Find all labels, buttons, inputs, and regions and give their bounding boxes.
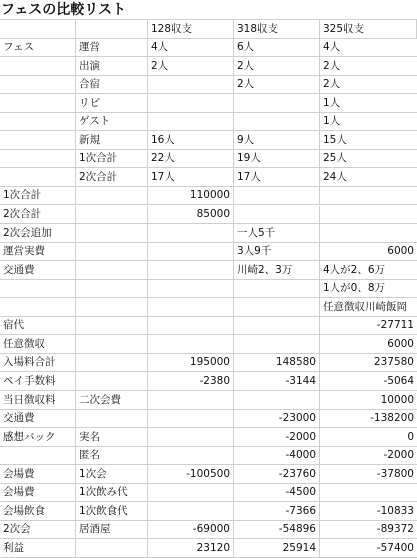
table-row — [0, 428, 417, 447]
table-cell[interactable]: 6人 — [234, 39, 320, 57]
table-row — [0, 76, 417, 95]
table-row — [0, 243, 417, 262]
table-cell[interactable]: 運営実費 — [0, 243, 76, 261]
table-cell[interactable]: -2000 — [234, 428, 320, 446]
table-cell[interactable] — [76, 354, 148, 372]
table-cell[interactable] — [0, 57, 76, 75]
table-cell[interactable] — [76, 280, 148, 298]
table-cell[interactable]: 1人 — [323, 115, 341, 128]
table-row — [0, 335, 417, 354]
table-cell[interactable]: 1次合計 — [76, 150, 148, 168]
table-cell[interactable]: -2000 — [383, 449, 414, 462]
table-cell[interactable] — [0, 447, 76, 465]
table-cell[interactable] — [148, 224, 234, 242]
table-cell[interactable] — [76, 261, 148, 279]
table-cell[interactable]: 17人 — [148, 168, 234, 186]
table-cell[interactable] — [148, 335, 234, 353]
table-cell[interactable]: 会場飲食 — [0, 502, 76, 520]
table-row — [0, 206, 417, 225]
table-row — [0, 39, 417, 58]
table-cell[interactable]: 二次会費 — [76, 391, 148, 409]
table-cell[interactable]: 2次合計 — [0, 206, 76, 224]
table-cell[interactable]: 2次会 — [0, 521, 76, 539]
table-cell[interactable] — [234, 94, 320, 112]
title-row — [0, 0, 417, 20]
table-cell[interactable] — [234, 113, 320, 131]
table-row — [0, 113, 417, 132]
table-cell[interactable] — [148, 243, 234, 261]
table-cell[interactable]: 1次飲み代 — [76, 484, 148, 502]
table-row — [0, 187, 417, 206]
table-row — [0, 94, 417, 113]
table-cell[interactable]: 任意徴収 — [0, 335, 76, 353]
table-cell[interactable] — [148, 484, 234, 502]
table-row — [0, 261, 417, 280]
table-cell[interactable]: 1人 — [323, 96, 341, 109]
table-cell[interactable]: 2人 — [323, 59, 341, 72]
table-cell[interactable]: 2次合計 — [76, 168, 148, 186]
table-cell[interactable] — [148, 428, 234, 446]
table-cell[interactable] — [320, 206, 417, 224]
table-cell[interactable]: -54896 — [234, 521, 320, 539]
table-cell[interactable]: 合宿 — [76, 76, 148, 94]
table-cell[interactable]: 17人 — [234, 168, 320, 186]
table-cell[interactable] — [320, 187, 417, 205]
table-cell[interactable]: -27711 — [376, 319, 414, 332]
table-cell[interactable]: 2人 — [148, 57, 234, 75]
table-cell[interactable]: 4人が2、6万 — [323, 263, 386, 276]
table-cell[interactable] — [234, 335, 320, 353]
table-cell[interactable]: 23120 — [148, 539, 234, 557]
table-cell[interactable] — [148, 317, 234, 335]
table-cell[interactable]: -10833 — [376, 504, 414, 517]
table-row — [0, 465, 417, 484]
table-row — [0, 447, 417, 466]
table-cell[interactable] — [0, 113, 76, 131]
table-cell[interactable]: -57400 — [376, 541, 414, 554]
table-row — [0, 298, 417, 317]
table-cell[interactable]: 1次飲食代 — [76, 502, 148, 520]
column-header-3[interactable]: 325収支 — [320, 20, 417, 38]
table-cell[interactable] — [0, 150, 76, 168]
table-row — [0, 57, 417, 76]
table-cell[interactable]: 9人 — [234, 131, 320, 149]
table-cell[interactable]: 25人 — [323, 152, 347, 165]
table-cell[interactable] — [0, 94, 76, 112]
table-cell[interactable]: 15人 — [323, 133, 347, 146]
table-cell[interactable]: 148580 — [234, 354, 320, 372]
table-cell[interactable]: -2380 — [148, 372, 234, 390]
table-cell[interactable]: -138200 — [370, 412, 414, 425]
table-cell[interactable]: -89372 — [376, 523, 414, 536]
table-cell[interactable] — [234, 187, 320, 205]
table-cell[interactable] — [148, 261, 234, 279]
table-cell[interactable] — [0, 298, 76, 316]
table-cell[interactable]: 交通費 — [0, 261, 76, 279]
table-cell[interactable]: -100500 — [148, 465, 234, 483]
table-cell[interactable]: 運営 — [76, 39, 148, 57]
table-cell[interactable]: 感想バック — [0, 428, 76, 446]
table-cell[interactable]: 4人 — [323, 41, 341, 54]
table-cell[interactable]: 出演 — [76, 57, 148, 75]
table-cell[interactable]: フェス — [0, 39, 76, 57]
table-cell[interactable] — [76, 243, 148, 261]
table-cell[interactable]: 19人 — [234, 150, 320, 168]
table-cell[interactable]: 2次会追加 — [0, 224, 76, 242]
table-cell[interactable]: 110000 — [148, 187, 234, 205]
table-cell[interactable] — [320, 484, 417, 502]
table-cell[interactable]: 川崎2、3万 — [234, 261, 320, 279]
table-cell[interactable]: ゲスト — [76, 113, 148, 131]
sheet-title[interactable]: フェスの比較リスト — [1, 1, 127, 18]
table-row — [0, 150, 417, 169]
table-row — [0, 131, 417, 150]
table-cell[interactable]: 3人9千 — [234, 243, 320, 261]
table-cell[interactable]: -23000 — [234, 410, 320, 428]
table-cell[interactable] — [234, 298, 320, 316]
table-cell[interactable] — [76, 206, 148, 224]
table-cell[interactable]: 0 — [407, 430, 414, 443]
table-row — [0, 354, 417, 373]
table-cell[interactable]: 2人 — [234, 57, 320, 75]
table-cell[interactable] — [76, 410, 148, 428]
column-header-1[interactable]: 128収支 — [148, 20, 234, 38]
table-cell[interactable] — [148, 298, 234, 316]
table-cell[interactable] — [0, 76, 76, 94]
table-cell[interactable]: 1人が0、8万 — [323, 282, 386, 295]
table-row — [0, 539, 417, 558]
table-cell[interactable] — [234, 206, 320, 224]
table-cell[interactable] — [148, 113, 234, 131]
header-cell[interactable] — [76, 20, 148, 38]
column-header-2[interactable]: 318収支 — [234, 20, 320, 38]
table-cell[interactable]: 22人 — [148, 150, 234, 168]
table-row — [0, 372, 417, 391]
table-cell[interactable]: 入場料合計 — [0, 354, 76, 372]
table-cell[interactable]: 25914 — [234, 539, 320, 557]
header-cell[interactable] — [0, 20, 76, 38]
table-cell[interactable] — [0, 168, 76, 186]
table-cell[interactable]: 当日徴収料 — [0, 391, 76, 409]
table-row — [0, 502, 417, 521]
table-cell[interactable]: 会場費 — [0, 465, 76, 483]
table-cell[interactable] — [76, 298, 148, 316]
table-cell[interactable] — [76, 335, 148, 353]
table-cell[interactable] — [234, 391, 320, 409]
table-cell[interactable]: -4000 — [234, 447, 320, 465]
table-cell[interactable] — [148, 447, 234, 465]
table-cell[interactable]: -5064 — [383, 374, 414, 387]
table-row — [0, 521, 417, 540]
table-cell[interactable] — [76, 372, 148, 390]
table-cell[interactable]: 会場費 — [0, 484, 76, 502]
table-cell[interactable] — [320, 224, 417, 242]
table-cell[interactable]: ペイ手数料 — [0, 372, 76, 390]
table-cell[interactable]: 4人 — [148, 39, 234, 57]
table-cell[interactable]: リピ — [76, 94, 148, 112]
table-cell[interactable] — [148, 391, 234, 409]
table-row — [0, 484, 417, 503]
table-cell[interactable] — [0, 280, 76, 298]
table-cell[interactable]: -37800 — [376, 467, 414, 480]
table-row — [0, 280, 417, 299]
table-cell[interactable] — [148, 94, 234, 112]
table-cell[interactable]: 交通費 — [0, 410, 76, 428]
table-row — [0, 317, 417, 336]
table-cell[interactable]: 匿名 — [76, 447, 148, 465]
table-cell[interactable]: 実名 — [76, 428, 148, 446]
table-cell[interactable]: 1次会 — [76, 465, 148, 483]
table-cell[interactable]: -69000 — [148, 521, 234, 539]
table-cell[interactable]: 10000 — [380, 393, 414, 406]
table-row — [0, 410, 417, 429]
table-cell[interactable] — [234, 280, 320, 298]
table-cell[interactable]: 85000 — [148, 206, 234, 224]
table-cell[interactable]: 1次合計 — [0, 187, 76, 205]
table-cell[interactable]: -3144 — [234, 372, 320, 390]
table-cell[interactable]: 2人 — [323, 78, 341, 91]
table-cell[interactable]: 16人 — [148, 131, 234, 149]
table-cell[interactable]: -4500 — [234, 484, 320, 502]
table-cell[interactable] — [148, 280, 234, 298]
table-cell[interactable]: 居酒屋 — [76, 521, 148, 539]
table-cell[interactable]: 一人5千 — [234, 224, 320, 242]
table-cell[interactable]: 6000 — [387, 337, 414, 350]
table-cell[interactable]: -23760 — [234, 465, 320, 483]
table-cell[interactable] — [76, 539, 148, 557]
table-cell[interactable] — [148, 502, 234, 520]
table-cell[interactable] — [148, 76, 234, 94]
table-cell[interactable] — [76, 187, 148, 205]
table-cell[interactable] — [0, 131, 76, 149]
table-cell[interactable] — [148, 410, 234, 428]
table-cell[interactable]: -7366 — [234, 502, 320, 520]
table-cell[interactable]: 2人 — [234, 76, 320, 94]
table-row — [0, 224, 417, 243]
header-row — [0, 20, 417, 39]
table-cell[interactable]: 任意徴収川崎飯岡 — [323, 300, 407, 313]
table-cell[interactable]: 237580 — [373, 356, 414, 369]
table-cell[interactable]: 宿代 — [0, 317, 76, 335]
table-row — [0, 391, 417, 410]
table-cell[interactable]: 6000 — [387, 245, 414, 258]
table-row — [0, 168, 417, 187]
table-cell[interactable]: 24人 — [323, 170, 347, 183]
table-cell[interactable] — [76, 317, 148, 335]
table-cell[interactable] — [76, 224, 148, 242]
table-cell[interactable]: 新規 — [76, 131, 148, 149]
table-cell[interactable]: 195000 — [148, 354, 234, 372]
table-cell[interactable]: 利益 — [0, 539, 76, 557]
table-cell[interactable] — [234, 317, 320, 335]
